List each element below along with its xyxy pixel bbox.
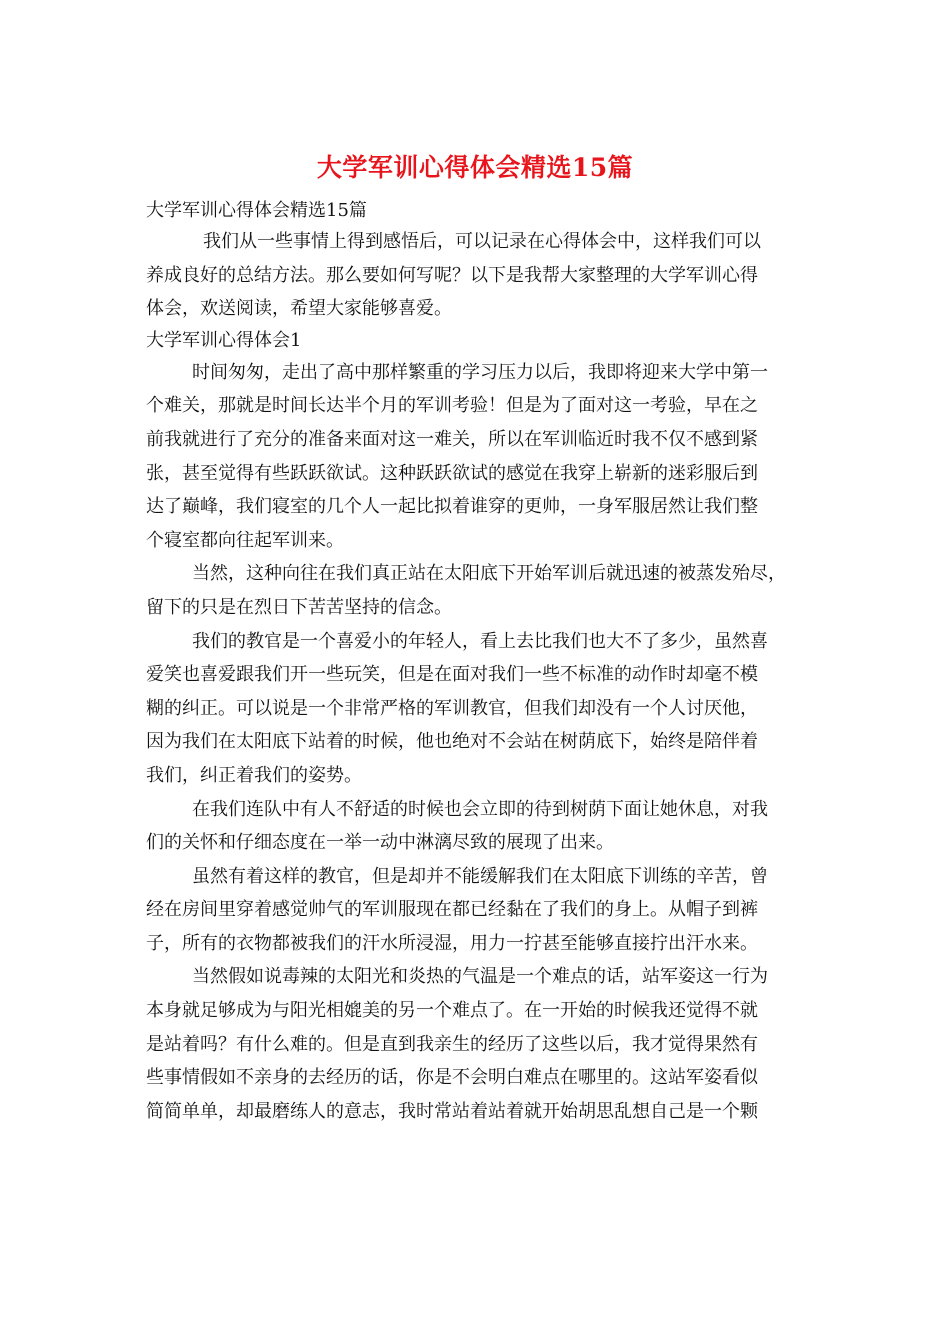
text-line: 时间匆匆，走出了高中那样繁重的学习压力以后，我即将迎来大学中第一 (192, 361, 768, 383)
text-line: 我们从一些事情上得到感悟后，可以记录在心得体会中，这样我们可以 (203, 231, 761, 252)
text-line: 在我们连队中有人不舒适的时候也会立即的待到树荫下面让她休息，对我 (192, 798, 768, 820)
text-line: 体会，欢送阅读，希望大家能够喜爱。 (146, 298, 452, 320)
text-line: 个难关，那就是时间长达半个月的军训考验！但是为了面对这一考验，早在之 (146, 395, 758, 417)
body-paragraph (146, 625, 811, 793)
document-subtitle: 大学军训心得体会精选15篇 (146, 200, 367, 221)
text-line: 达了巅峰，我们寝室的几个人一起比拟着谁穿的更帅，一身军服居然让我们整 (146, 496, 758, 518)
text-line: 子，所有的衣物都被我们的汗水所浸湿，用力一拧甚至能够直接拧出汗水来。 (146, 932, 758, 954)
document-body (146, 196, 811, 1128)
text-line: 们的关怀和仔细态度在一举一动中淋漓尽致的展现了出来。 (146, 832, 614, 854)
body-paragraph (146, 960, 811, 1128)
text-line: 前我就进行了充分的准备来面对这一难关，所以在军训临近时我不仅不感到紧 (146, 428, 758, 450)
text-line: 个寝室都向往起军训来。 (146, 529, 344, 551)
text-line: 糊的纠正。可以说是一个非常严格的军训教官，但我们却没有一个人讨厌他， (146, 697, 758, 719)
text-line: 养成良好的总结方法。那么要如何写呢？以下是我帮大家整理的大学军训心得 (146, 264, 758, 286)
intro-paragraph (146, 225, 811, 326)
text-line: 张，甚至觉得有些跃跃欲试。这种跃跃欲试的感觉在我穿上崭新的迷彩服后到 (146, 462, 758, 484)
text-line: 我们，纠正着我们的姿势。 (146, 764, 362, 786)
text-line: 因为我们在太阳底下站着的时候，他也绝对不会站在树荫底下，始终是陪伴着 (146, 731, 758, 753)
document-title: 大学军训心得体会精选15篇 (316, 153, 634, 182)
text-line: 简简单单，却最磨练人的意志，我时常站着站着就开始胡思乱想自己是一个颗 (146, 1100, 758, 1122)
text-line: 留下的只是在烈日下苦苦坚持的信念。 (146, 596, 452, 618)
text-line: 当然假如说毒辣的太阳光和炎热的气温是一个难点的话，站军姿这一行为 (192, 966, 768, 988)
body-paragraph (146, 793, 811, 860)
text-line: 些事情假如不亲身的去经历的话，你是不会明白难点在哪里的。这站军姿看似 (146, 1067, 758, 1089)
text-line: 我们的教官是一个喜爱小的年轻人，看上去比我们也大不了多少，虽然喜 (192, 630, 768, 652)
text-line: 是站着吗？有什么难的。但是直到我亲生的经历了这些以后，我才觉得果然有 (146, 1033, 758, 1055)
text-line: 经在房间里穿着感觉帅气的军训服现在都已经黏在了我们的身上。从帽子到裤 (146, 899, 758, 921)
body-paragraph (146, 356, 811, 558)
section-heading: 大学军训心得体会1 (146, 329, 302, 351)
text-line: 虽然有着这样的教官，但是却并不能缓解我们在太阳底下训练的辛苦，曾 (192, 865, 768, 887)
body-paragraph (146, 860, 811, 961)
text-line: 本身就足够成为与阳光相媲美的另一个难点了。在一开始的时候我还觉得不就 (146, 1000, 758, 1022)
text-line: 当然，这种向往在我们真正站在太阳底下开始军训后就迅速的被蒸发殆尽， (192, 563, 786, 585)
body-paragraph (146, 557, 811, 624)
text-line: 爱笑也喜爱跟我们开一些玩笑，但是在面对我们一些不标准的动作时却毫不模 (146, 664, 758, 686)
